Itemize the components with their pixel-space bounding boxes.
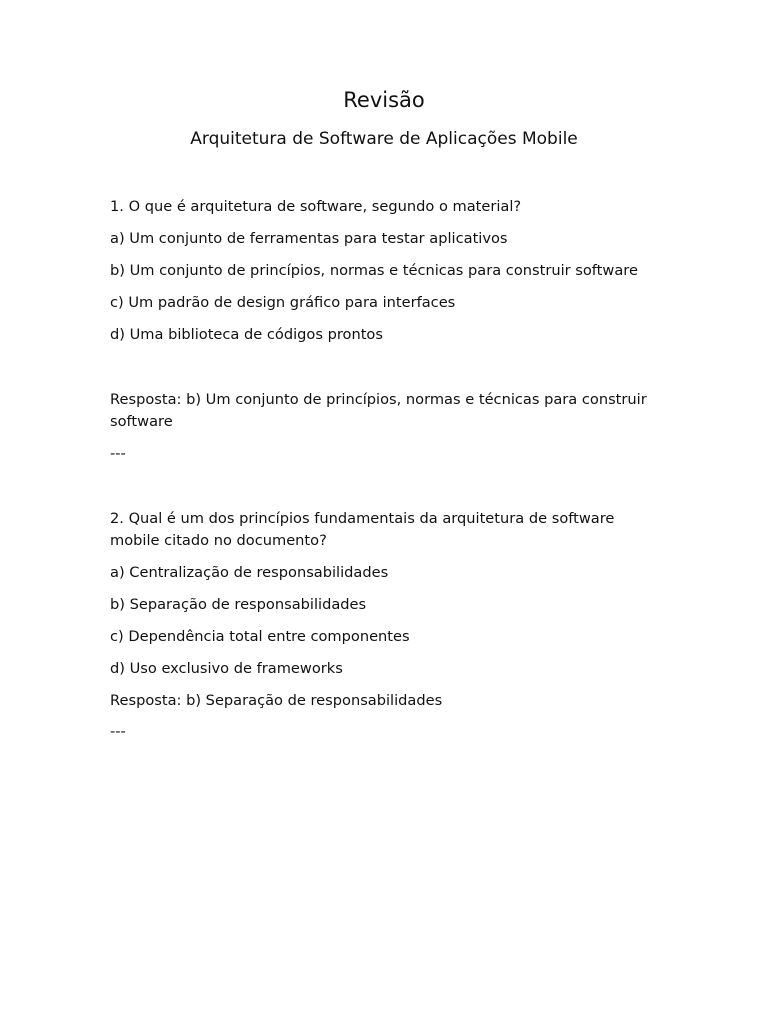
question-2-option-d: d) Uso exclusivo de frameworks	[110, 660, 343, 677]
question-1-option-a: a) Um conjunto de ferramentas para testar aplicativos	[110, 230, 508, 247]
question-2-separator: ---	[110, 723, 126, 740]
document-subtitle: Arquitetura de Software de Aplicações Mobile	[190, 129, 578, 149]
question-2-text: 2. Qual é um dos princípios fundamentais da arquitetura de software mobile citado no documento?	[110, 510, 615, 549]
question-1-option-b: b) Um conjunto de princípios, normas e técnicas para construir software	[110, 262, 638, 279]
question-1-answer: Resposta: b) Um conjunto de princípios, normas e técnicas para construir software	[110, 391, 647, 430]
question-2-answer: Resposta: b) Separação de responsabilidades	[110, 692, 443, 709]
question-1-separator: ---	[110, 445, 126, 462]
question-2-option-b: b) Separação de responsabilidades	[110, 596, 367, 613]
document-title: Revisão	[343, 88, 425, 112]
question-1-option-d: d) Uma biblioteca de códigos prontos	[110, 326, 383, 343]
question-1-text: 1. O que é arquitetura de software, segundo o material?	[110, 198, 522, 215]
question-2-option-a: a) Centralização de responsabilidades	[110, 564, 389, 581]
question-2-option-c: c) Dependência total entre componentes	[110, 628, 410, 645]
question-1-option-c: c) Um padrão de design gráfico para interfaces	[110, 294, 456, 311]
